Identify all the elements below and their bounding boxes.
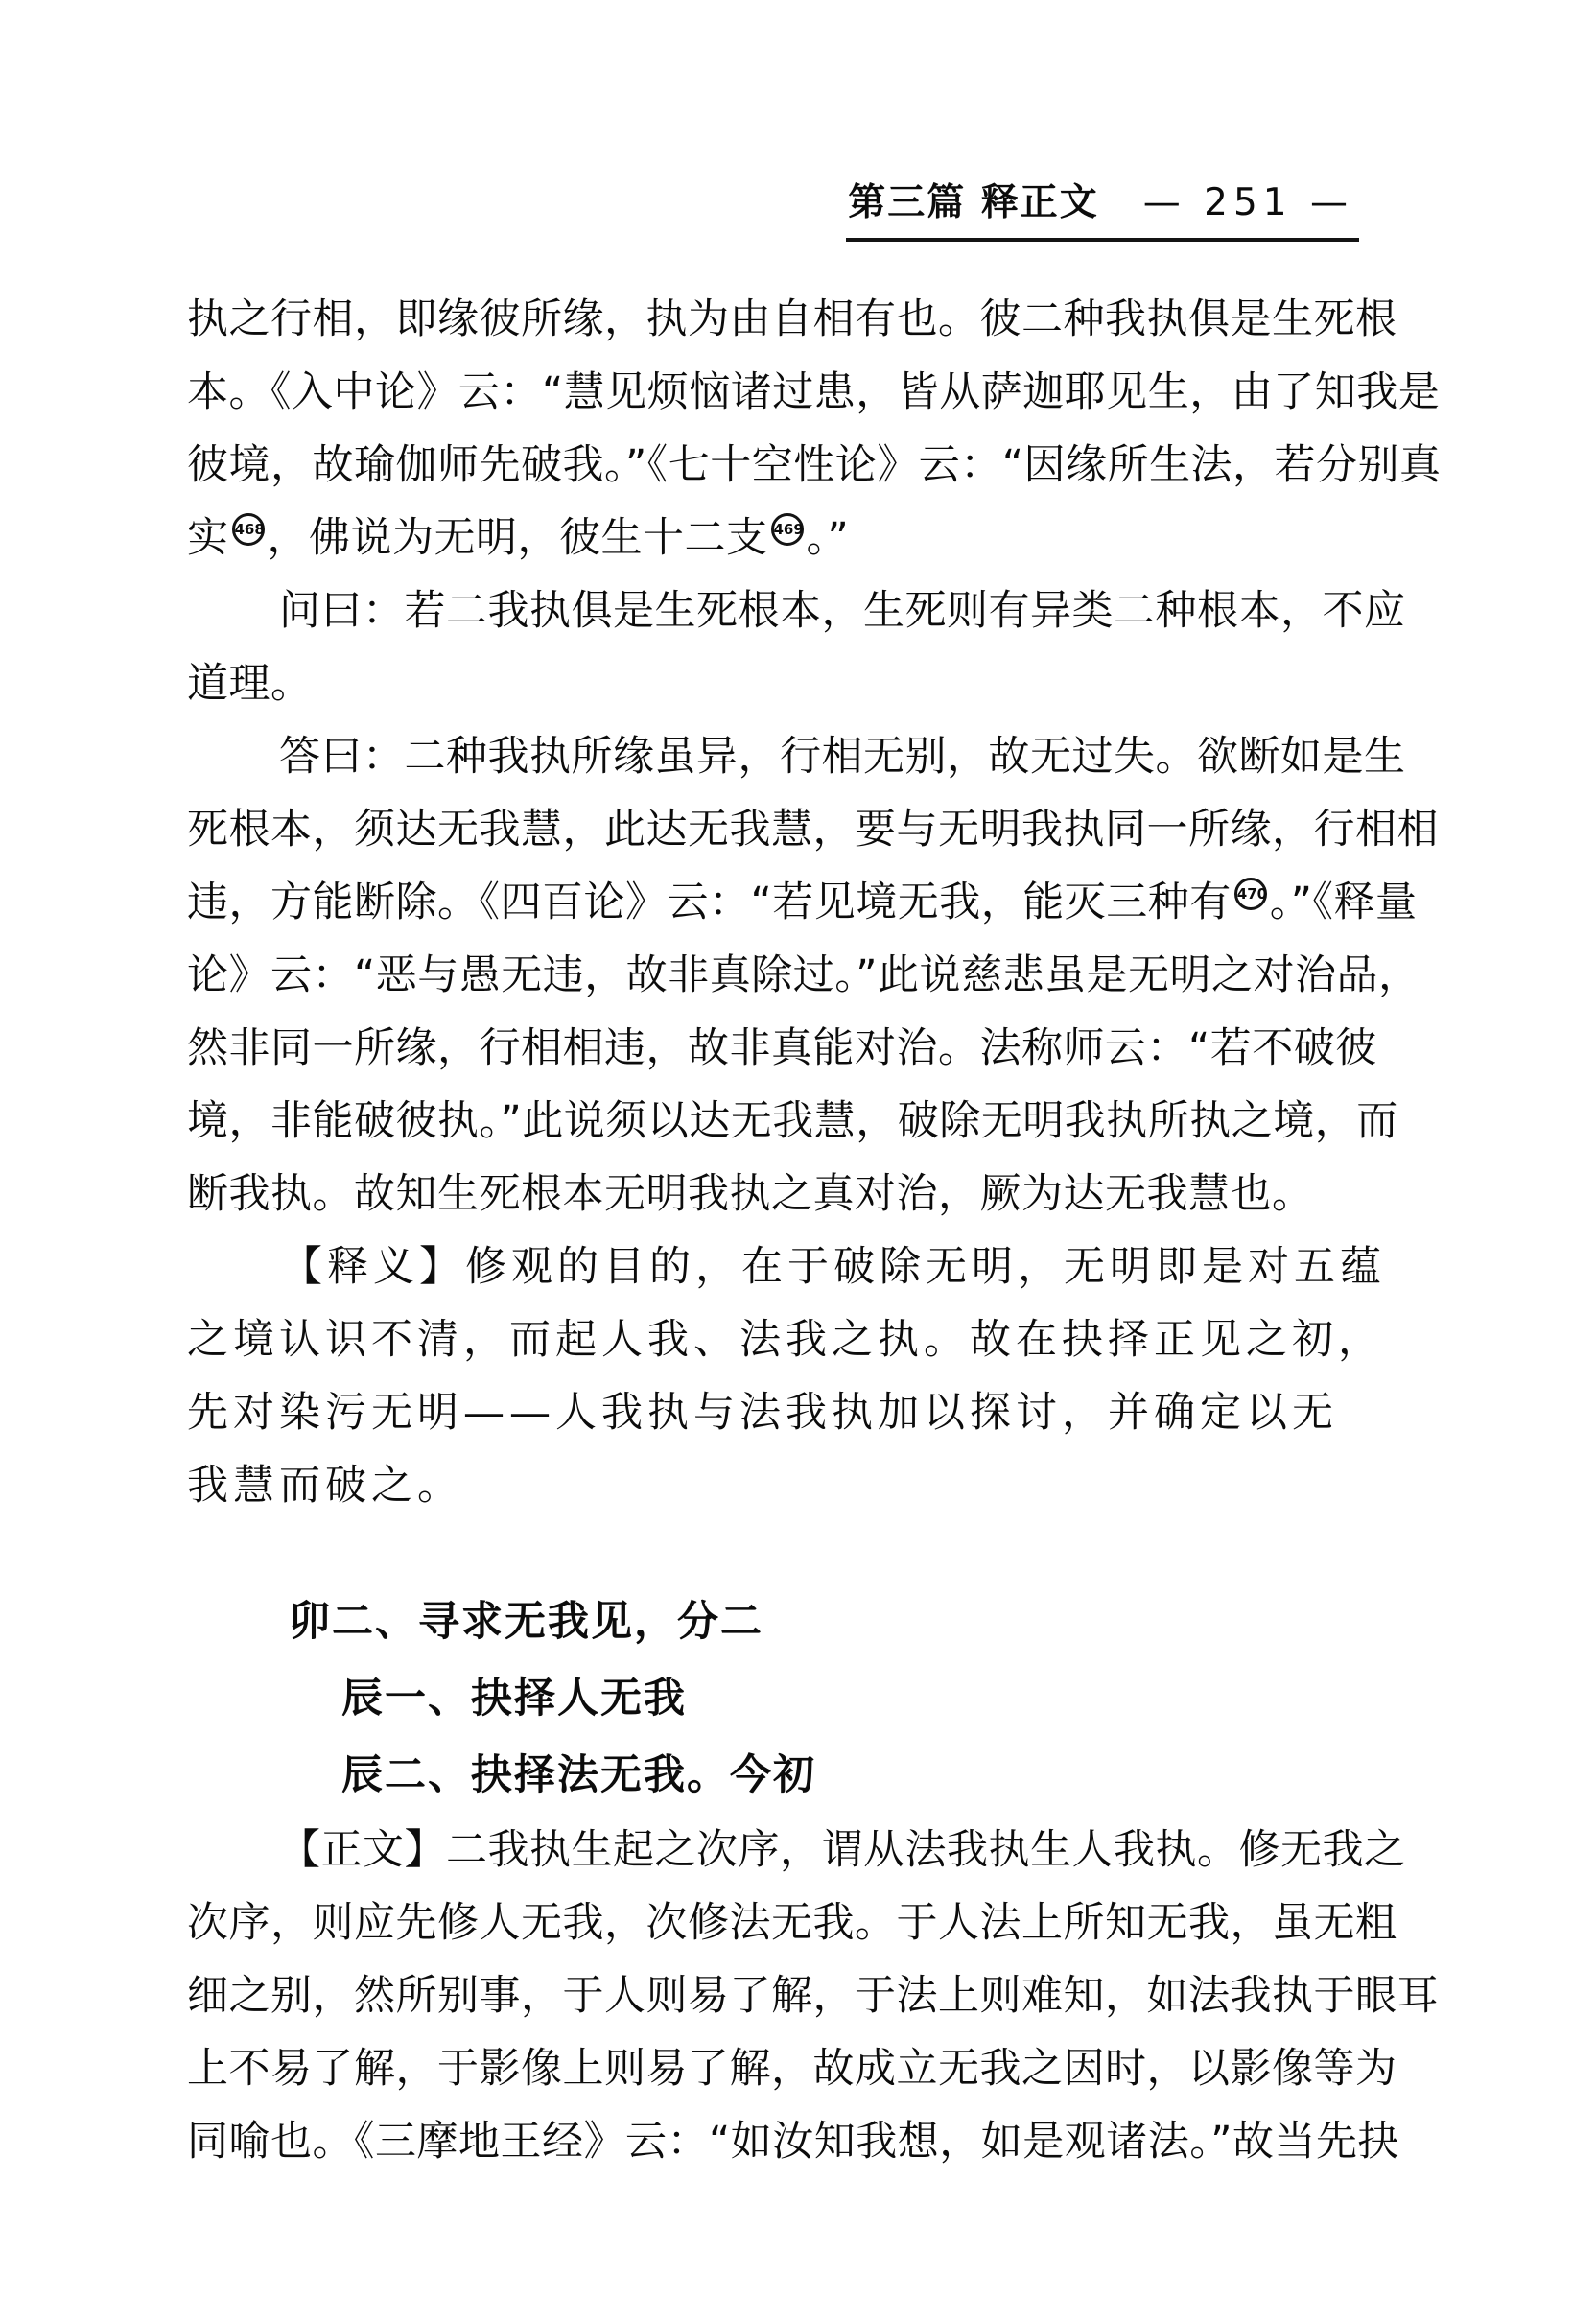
footnote-ref: 470: [1234, 878, 1267, 910]
text-run: 先对染污无明——人我执与法我执加以探讨，并确定以无: [187, 1389, 1338, 1437]
text-line: [187, 720, 1406, 793]
text-line: [187, 1737, 1386, 1814]
text-line: [187, 866, 1418, 939]
text-run: 【正文】二我执生起之次序，谓从法我执生人我执。修无我之: [279, 1826, 1406, 1874]
text-run: 答曰：二种我执所缘虽异，行相无别，故无过失。欲断如是生: [279, 733, 1406, 781]
text-line: [187, 1376, 1386, 1449]
text-run: 次序，则应先修人无我，次修法无我。于人法上所知无我，虽无粗: [187, 1899, 1397, 1947]
text-line: [187, 574, 1406, 647]
text-run: 境，非能破彼执。”此说须以达无我慧，破除无明我执所执之境，而: [187, 1097, 1398, 1145]
text-run: 细之别，然所别事，于人则易了解，于法上则难知，如法我执于眼耳: [187, 1972, 1439, 2020]
text-run: 辰二、抉择法无我。今初: [341, 1751, 816, 1799]
text-line: [187, 1959, 1439, 2032]
text-run: 道理。: [187, 660, 313, 708]
text-run: 。”《释量: [1269, 879, 1418, 926]
text-run: 实: [187, 514, 229, 562]
text-run: 同喻也。《三摩地王经》云：“如汝知我想，如是观诸法。”故当先抉: [187, 2118, 1400, 2166]
text-run: 死根本，须达无我慧，此达无我慧，要与无明我执同一所缘，行相相: [187, 806, 1439, 854]
text-run: 彼境，故瑜伽师先破我。”《七十空性论》云：“因缘所生法，若分别真: [187, 441, 1442, 489]
text-run: 。”: [806, 514, 850, 562]
paragraph-zhengwen: [187, 1814, 1439, 2178]
text-run: 论》云：“恶与愚无违，故非真除过。”此说慈悲虽是无明之对治品，: [187, 951, 1420, 999]
paragraph-answer: [187, 720, 1439, 1231]
text-line: [187, 1887, 1397, 1959]
text-line: [187, 283, 1397, 356]
text-run: 然非同一所缘，行相相违，故非真能对治。法称师云：“若不破彼: [187, 1024, 1377, 1072]
paragraph-question: [187, 574, 1406, 720]
paragraph-shiyi: [187, 1231, 1386, 1522]
text-line: [187, 1449, 1386, 1522]
text-line: [187, 1814, 1406, 1887]
text-line: [187, 502, 1386, 574]
running-head: [846, 173, 1359, 242]
running-head-title: 第三篇 释正文: [848, 181, 1099, 224]
text-run: 之境认识不清，而起人我、法我之执。故在抉择正见之初，: [187, 1316, 1384, 1364]
text-run: 辰一、抉择人无我: [341, 1675, 687, 1723]
text-run: 问曰：若二我执俱是生死根本，生死则有异类二种根本，不应: [279, 587, 1406, 635]
footnote-ref: 468: [232, 513, 265, 546]
text-run: 我慧而破之。: [187, 1462, 463, 1510]
text-run: 【释义】修观的目的，在于破除无明，无明即是对五蕴: [281, 1243, 1386, 1291]
text-line: [187, 1583, 1386, 1660]
section-headings: [187, 1583, 1386, 1814]
footnote-ref: 469: [771, 513, 804, 546]
text-line: [187, 2105, 1400, 2178]
text-line: [187, 429, 1442, 502]
text-line: [187, 356, 1441, 429]
text-body: [187, 283, 1442, 2178]
text-run: 违，方能断除。《四百论》云：“若见境无我，能灭三种有: [187, 879, 1232, 926]
text-line: [187, 939, 1420, 1012]
page-number: — 251 —: [1142, 181, 1353, 224]
page-header: [846, 173, 1359, 242]
text-run: 本。《入中论》云：“慧见烦恼诸过患，皆从萨迦耶见生，由了知我是: [187, 368, 1441, 416]
text-line: [187, 1660, 1386, 1737]
paragraph-intro: [187, 283, 1442, 574]
text-line: [187, 793, 1439, 866]
text-line: [187, 1012, 1386, 1085]
text-run: 上不易了解，于影像上则易了解，故成立无我之因时，以影像等为: [187, 2045, 1397, 2093]
text-line: [187, 1231, 1386, 1303]
text-line: [187, 647, 1386, 720]
text-run: 断我执。故知生死根本无明我执之真对治，厥为达无我慧也。: [187, 1170, 1314, 1218]
text-run: 卯二、寻求无我见，分二: [289, 1598, 763, 1646]
text-run: ，佛说为无明，彼生十二支: [267, 514, 768, 562]
text-line: [187, 1085, 1398, 1158]
text-run: 执之行相，即缘彼所缘，执为由自相有也。彼二种我执俱是生死根: [187, 295, 1397, 343]
text-line: [187, 2032, 1397, 2105]
text-line: [187, 1303, 1386, 1376]
text-line: [187, 1158, 1386, 1231]
